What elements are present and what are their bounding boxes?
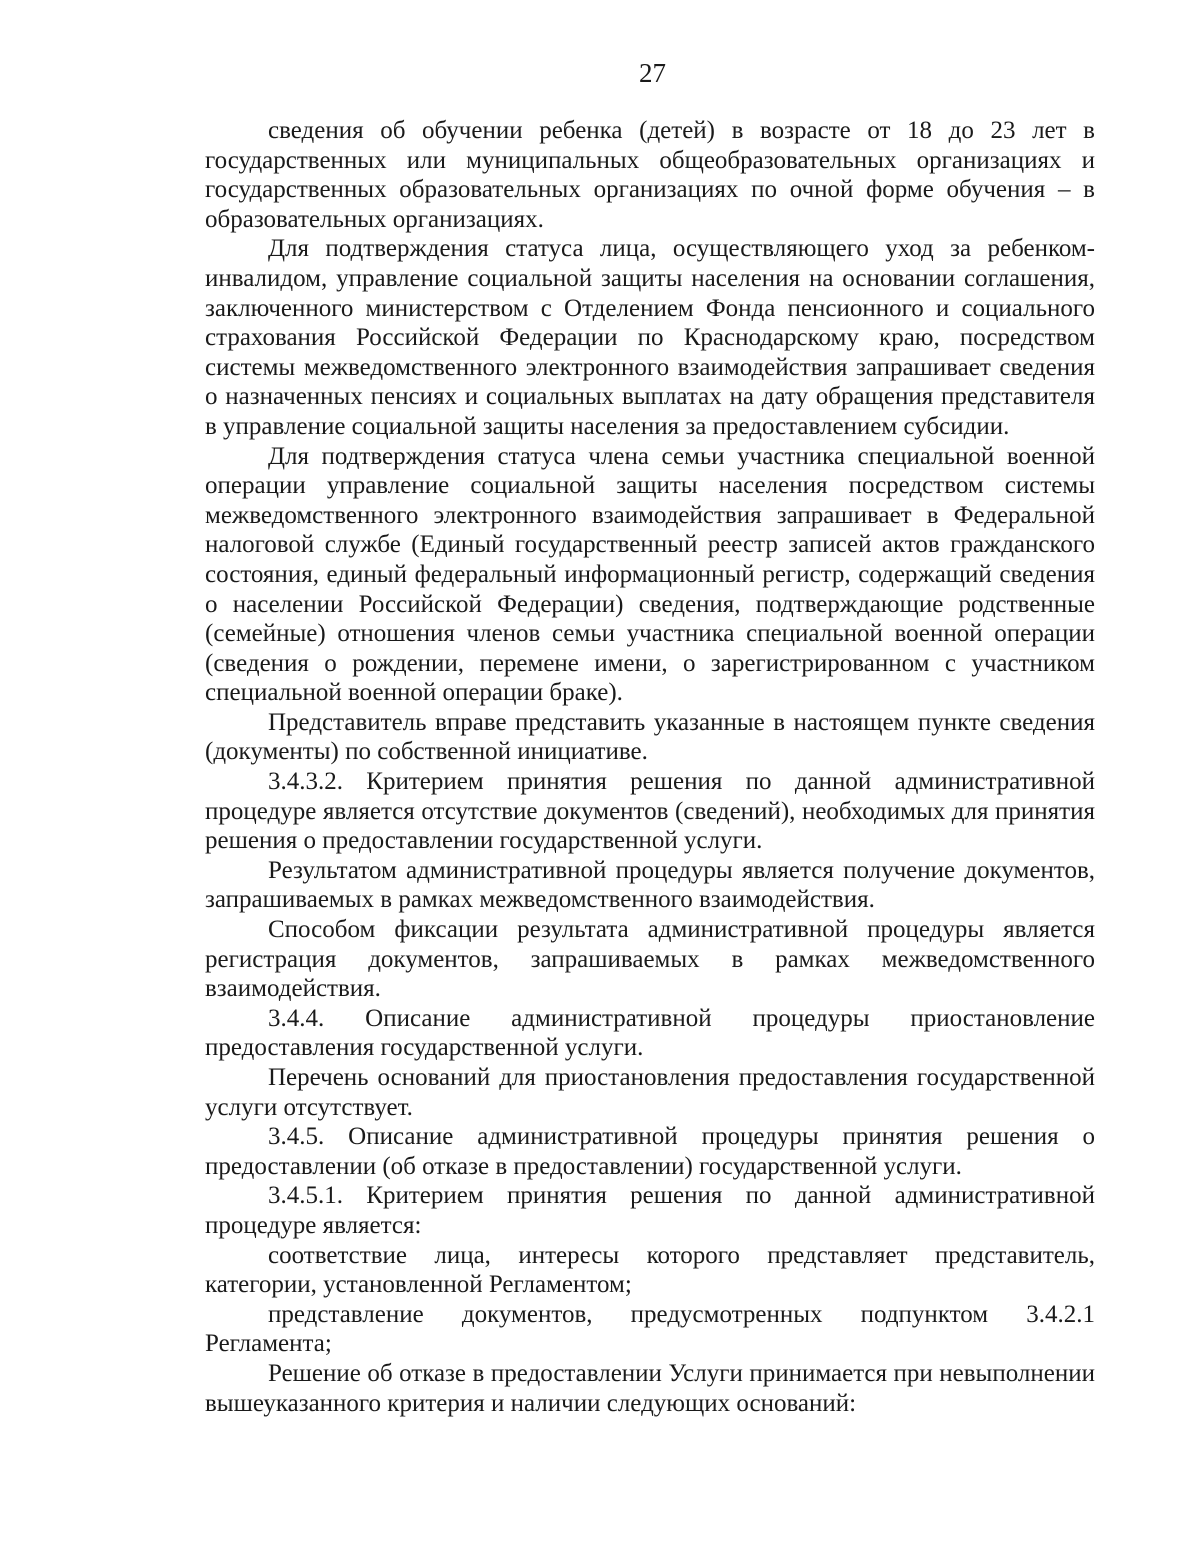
paragraph: Представитель вправе представить указанные в настоящем пункте сведения (документы) по собственной инициативе. [205, 708, 1095, 766]
paragraph: Способом фиксации результата административной процедуры является регистрация документов, запрашиваемых в рамках межведомственного взаимодействия. [205, 916, 1095, 1003]
document-body [205, 116, 1095, 1418]
paragraph: Решение об отказе в предоставлении Услуги принимается при невыполнении вышеуказанного критерия и наличии следующих оснований: [205, 1359, 1095, 1417]
paragraph: соответствие лица, интересы которого представляет представитель, категории, установленной Регламентом; [205, 1241, 1095, 1299]
paragraph: Результатом административной процедуры является получение документов, запрашиваемых в рамках межведомственного взаимодействия. [205, 856, 1095, 914]
paragraph: 3.4.5.1. Критерием принятия решения по данной административной процедуре является: [205, 1182, 1095, 1239]
page-number: 27 [639, 58, 666, 88]
paragraph: представление документов, предусмотренных подпунктом 3.4.2.1 Регламента; [205, 1300, 1095, 1358]
paragraph: Для подтверждения статуса члена семьи участника специальной военной операции управление социальной защиты населения посредством системы межведомственного электронного взаимодействия запрашивает в Федеральной налоговой службе (Единый государственный реестр записей актов гражданского состояния, единый федеральный информационный регистр, содержащий сведения о населении Российской Федерации) сведения, подтверждающие родственные (семейные) отношения членов семьи участника специальной военной операции (сведения о рождении, перемене имени, о зарегистрированном с участником специальной военной операции браке). [205, 442, 1095, 707]
paragraph: 3.4.5. Описание административной процедуры принятия решения о предоставлении (об отказе в предоставлении) государственной услуги. [205, 1123, 1095, 1180]
paragraph: Для подтверждения статуса лица, осуществляющего уход за ребенком-инвалидом, управление социальной защиты населения на основании соглашения, заключенного министерством с Отделением Фонда пенсионного и социального страхования Российской Федерации по Краснодарскому краю, посредством системы межведомственного электронного взаимодействия запрашивает сведения о назначенных пенсиях и социальных выплатах на дату обращения представителя в управление социальной защиты населения за предоставлением субсидии. [205, 235, 1095, 440]
paragraph: 3.4.3.2. Критерием принятия решения по данной административной процедуре является отсутствие документов (сведений), необходимых для принятия решения о предоставлении государственной услуги. [205, 768, 1095, 855]
paragraph: 3.4.4. Описание административной процедуры приостановление предоставления государственной услуги. [205, 1004, 1095, 1062]
paragraph: сведения об обучении ребенка (детей) в возрасте от 18 до 23 лет в государственных или муниципальных общеобразовательных организациях и государственных образовательных организациях по очной форме обучения – в образовательных организациях. [205, 117, 1095, 233]
paragraph: Перечень оснований для приостановления предоставления государственной услуги отсутствует. [205, 1064, 1095, 1121]
